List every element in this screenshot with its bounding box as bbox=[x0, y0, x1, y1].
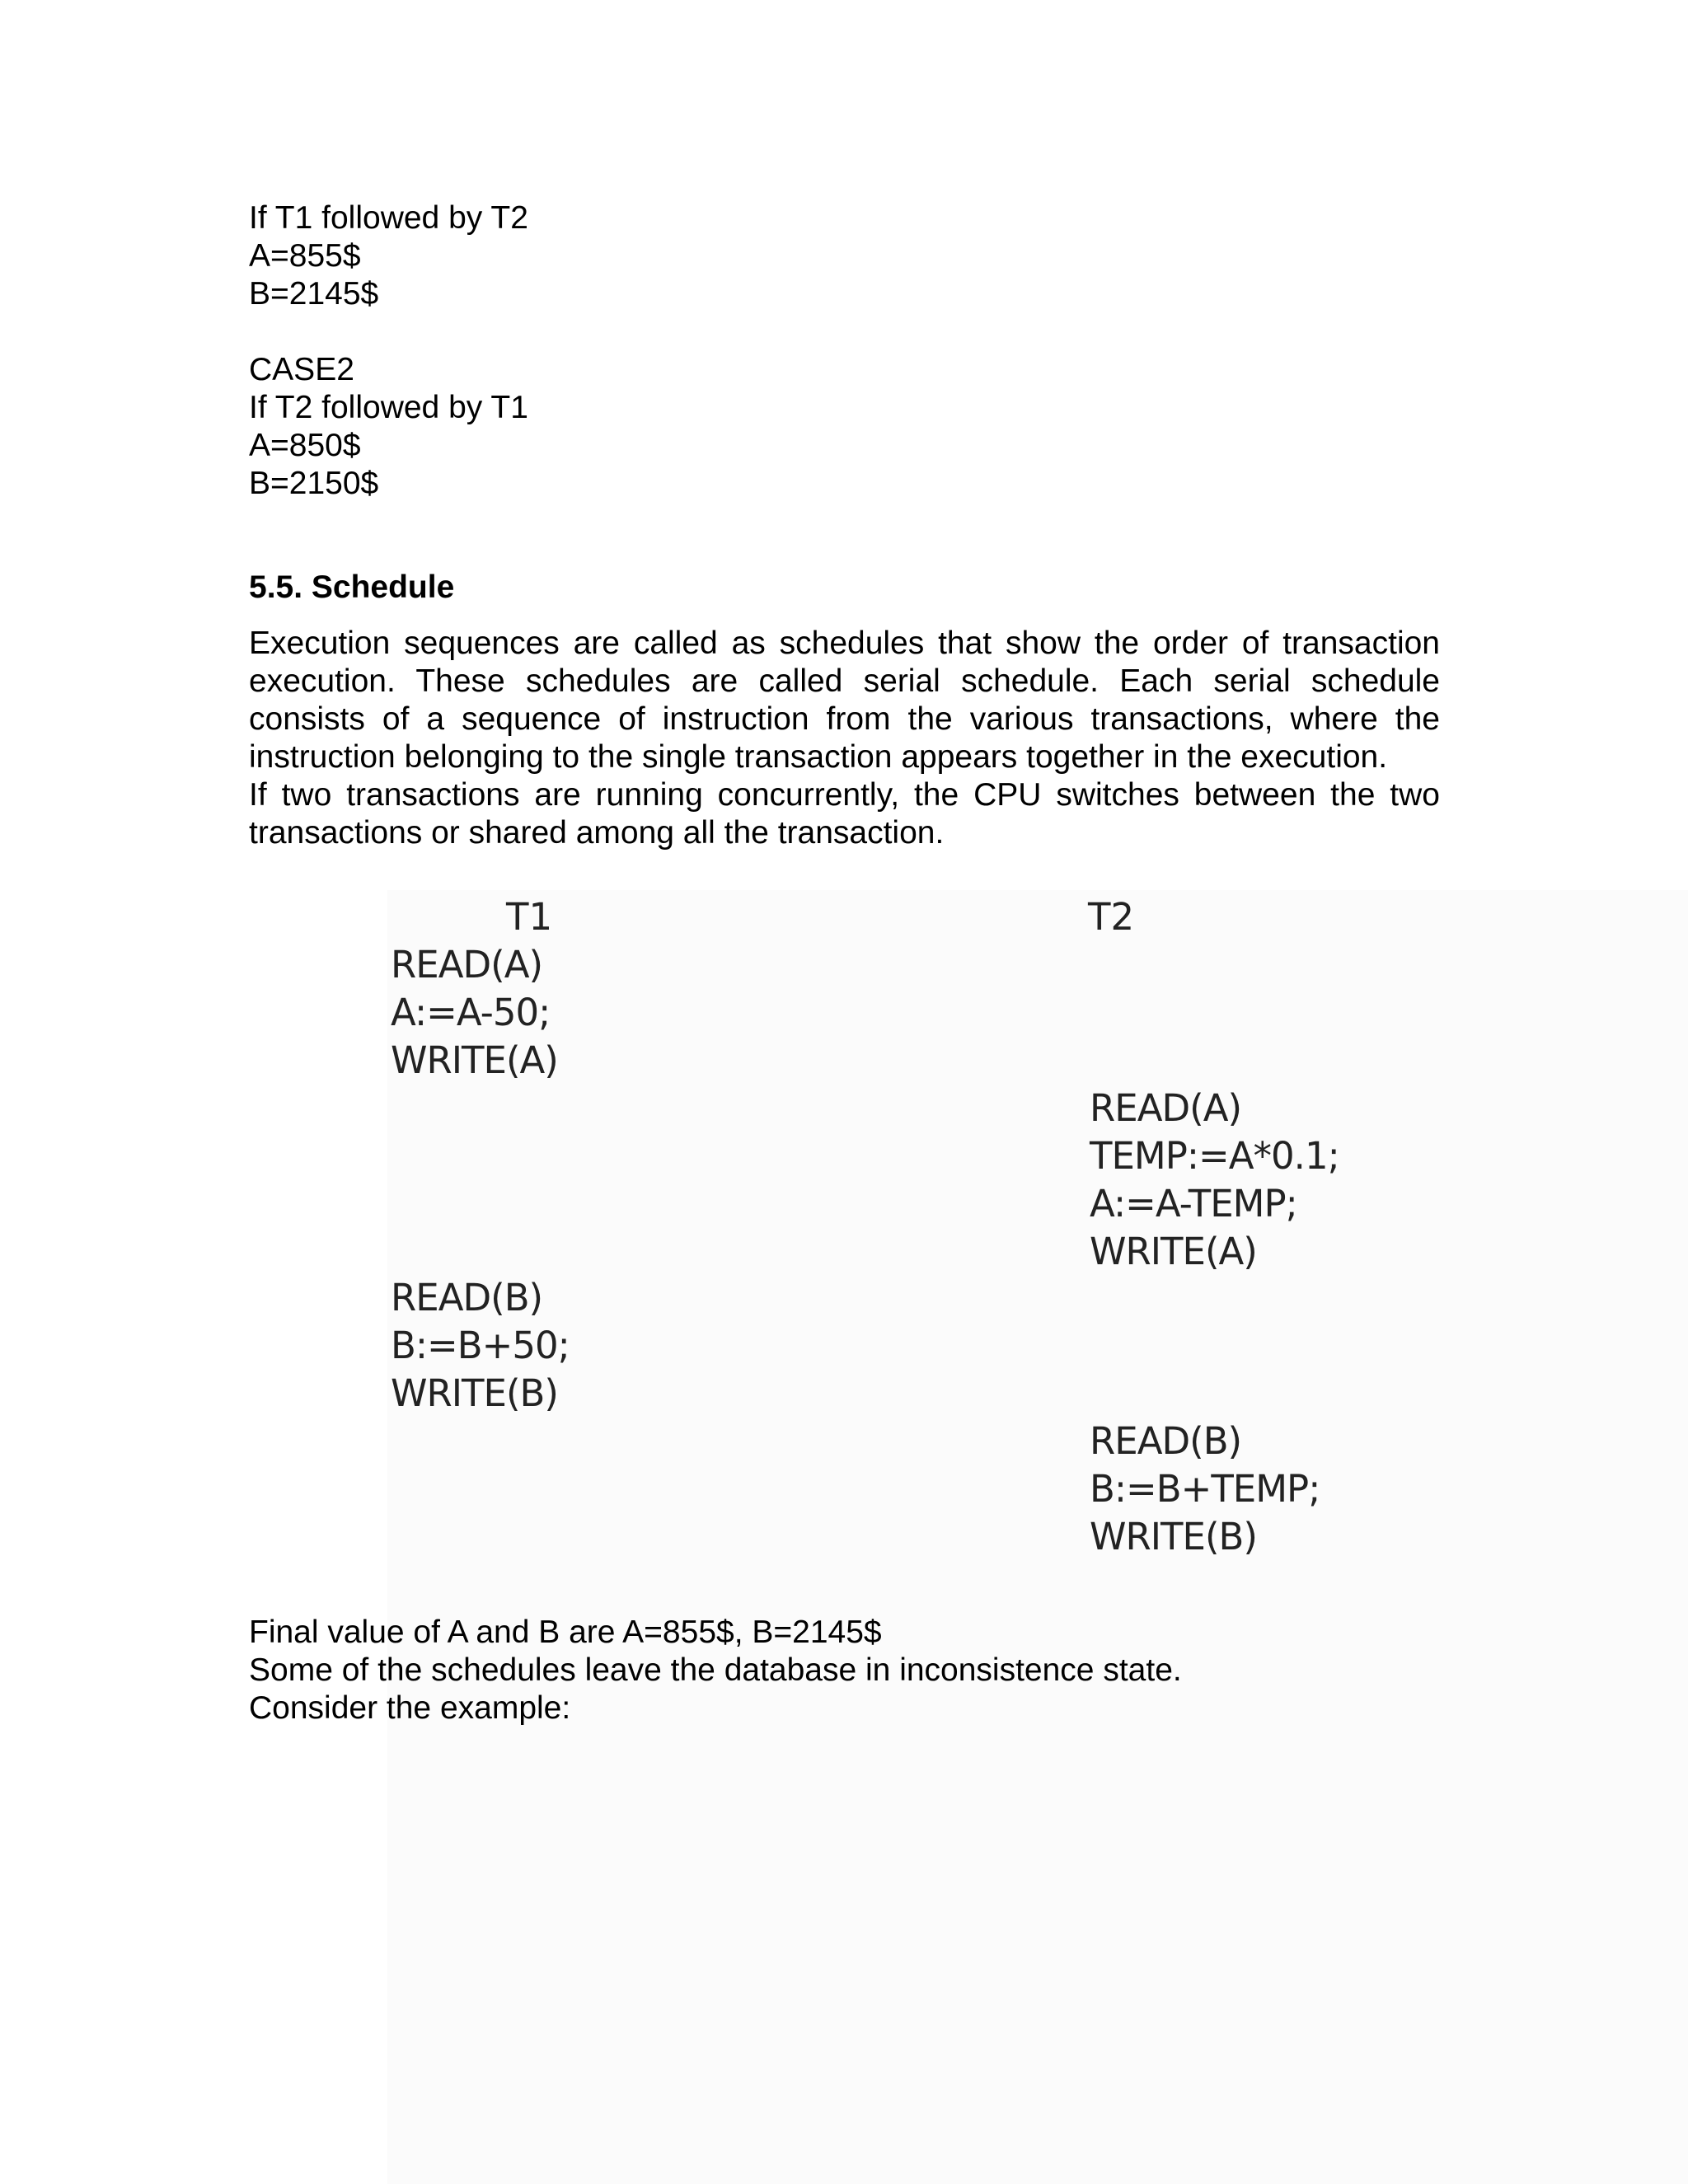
t1-column-header: T1 bbox=[506, 895, 553, 939]
t2-instruction: READ(A) bbox=[1090, 1086, 1242, 1130]
conclusion-block bbox=[249, 1614, 1182, 1727]
t1-instruction: READ(A) bbox=[391, 943, 543, 987]
conclusion-line2: Some of the schedules leave the database in inconsistence state. bbox=[249, 1652, 1182, 1688]
case1-line2: A=855$ bbox=[249, 238, 361, 274]
conclusion-line3: Consider the example: bbox=[249, 1690, 571, 1726]
schedule-figure-background bbox=[387, 890, 1688, 2184]
section-paragraph-1: Execution sequences are called as schedules that show the order of transaction execution. These schedules are called serial schedule. Each serial schedule consists of a sequence of instruction from the various transactions, where the instruction belonging to the single transaction appears together in the execution. bbox=[249, 626, 1440, 775]
section-paragraph-2: If two transactions are running concurrently, the CPU switches between the two transactions or shared among all the transaction. bbox=[249, 777, 1440, 851]
case2-line2: A=850$ bbox=[249, 428, 361, 463]
t2-block-2 bbox=[1090, 1418, 1320, 1561]
t2-column-header: T2 bbox=[1088, 895, 1135, 939]
t1-instruction: A:=A-50; bbox=[391, 991, 551, 1034]
t1-instruction: WRITE(A) bbox=[391, 1038, 558, 1082]
case1-line1: If T1 followed by T2 bbox=[249, 200, 528, 236]
case2-line1: If T2 followed by T1 bbox=[249, 390, 528, 425]
case1-line3: B=2145$ bbox=[249, 276, 379, 312]
t1-instruction: WRITE(B) bbox=[391, 1371, 558, 1415]
t2-instruction: READ(B) bbox=[1090, 1419, 1242, 1463]
t2-instruction: B:=B+TEMP; bbox=[1090, 1467, 1320, 1511]
case2-block bbox=[249, 351, 528, 503]
section-heading: 5.5. Schedule bbox=[249, 569, 455, 605]
t2-instruction: WRITE(B) bbox=[1090, 1515, 1257, 1558]
t1-instruction: READ(B) bbox=[391, 1276, 543, 1319]
t2-block-1 bbox=[1090, 1085, 1339, 1276]
conclusion-line1: Final value of A and B are A=855$, B=2145$ bbox=[249, 1615, 882, 1650]
case2-line3: B=2150$ bbox=[249, 466, 379, 501]
t1-block-2 bbox=[391, 1274, 570, 1418]
t2-instruction: TEMP:=A*0.1; bbox=[1090, 1134, 1339, 1178]
case1-block bbox=[249, 199, 528, 313]
t2-instruction: A:=A-TEMP; bbox=[1090, 1182, 1297, 1226]
t2-instruction: WRITE(A) bbox=[1090, 1230, 1257, 1273]
t1-block-1 bbox=[391, 941, 558, 1085]
t1-instruction: B:=B+50; bbox=[391, 1324, 570, 1367]
case2-title: CASE2 bbox=[249, 352, 354, 387]
